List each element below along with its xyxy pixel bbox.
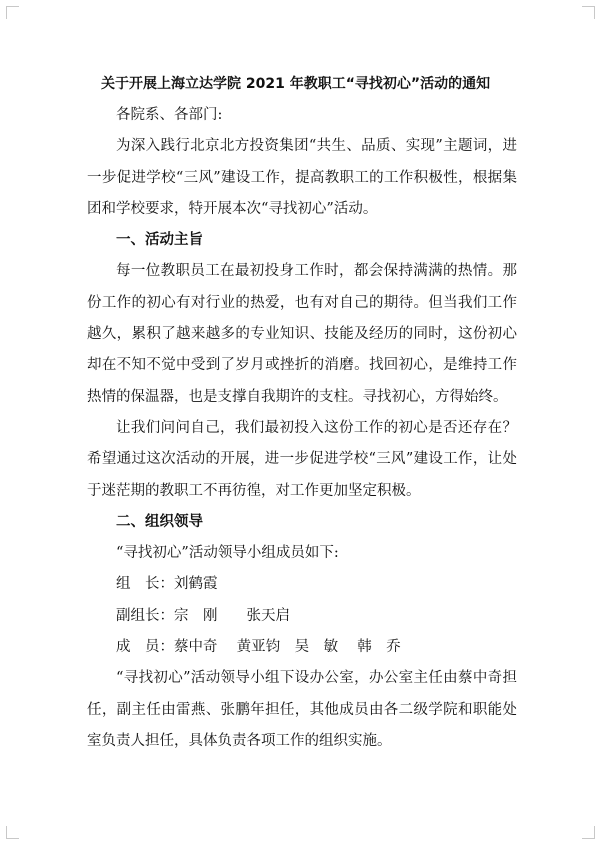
document-body	[87, 74, 517, 757]
members-line: 成 员：蔡中奇 黄亚钧 吴 敏 韩 乔	[116, 639, 401, 656]
page-corner-mark	[582, 6, 595, 19]
page-corner-mark	[6, 6, 19, 19]
office-paragraph: “寻找初心”活动领导小组下设办公室，办公室主任由蔡中奇担任，副主任由雷燕、张鹏年担任，其他成员由各二级学院和职能处室负责人担任，具体负责各项工作的组织实施。	[87, 670, 517, 749]
salutation: 各院系、各部门:	[116, 107, 223, 123]
purpose-paragraph-2: 让我们问问自己，我们最初投入这份工作的初心是否还存在？希望通过这次活动的开展，进一步促进学校“三风”建设工作，让处于迷茫期的教职工不再彷徨，对工作更加坚定积极。	[87, 419, 517, 499]
section-heading-organization: 二、组织领导	[116, 513, 203, 530]
page-corner-mark	[582, 826, 595, 839]
intro-paragraph: 为深入践行北京北方投资集团“共生、品质、实现”主题词，进一步促进学校“三风”建设工作，提高教职工的工作积极性，根据集团和学校要求，特开展本次“寻找初心”活动。	[87, 138, 517, 217]
section-heading-purpose: 一、活动主旨	[116, 232, 203, 249]
organization-intro: “寻找初心”活动领导小组成员如下:	[116, 545, 339, 562]
leader-line: 组 长：刘鹤霞	[116, 576, 218, 593]
document-title: 关于开展上海立达学院 2021 年教职工“寻找初心”活动的通知	[101, 76, 491, 92]
purpose-paragraph-1: 每一位教职员工在最初投身工作时，都会保持满满的热情。那份工作的初心有对行业的热爱，也有对自己的期待。但当我们工作越久，累积了越来越多的专业知识、技能及经历的同时，这份初心却在不知不觉中受到了岁月或挫折的消磨。找回初心，是维持工作热情的保温器，也是支撑自我期许的支柱。寻找初心，方得始终。	[87, 263, 517, 405]
deputy-leader-line: 副组长：宗 刚 张天启	[116, 607, 290, 624]
page-corner-mark	[6, 826, 19, 839]
